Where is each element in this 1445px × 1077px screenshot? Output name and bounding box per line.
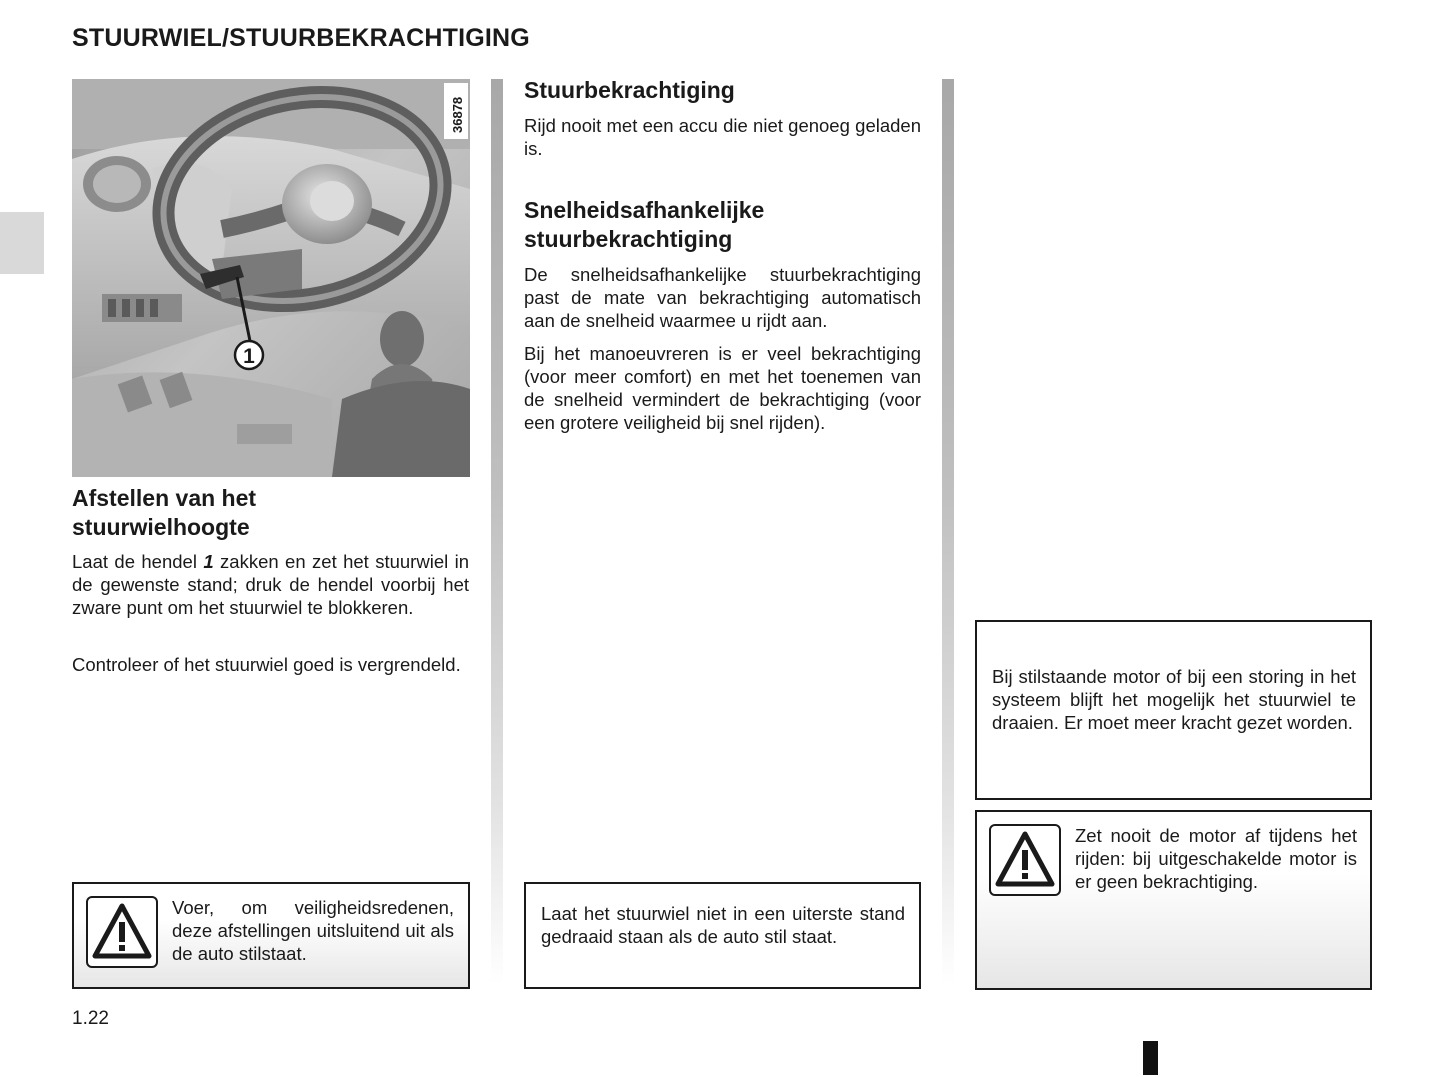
- note-box-engine-off: [975, 620, 1372, 800]
- warning-box-adjust: [72, 882, 470, 989]
- paragraph-text-end: zakken en zet het stuurwiel in de gewenste stand; druk de hendel voorbij het zware punt om het stuurwiel te blokkeren.: [72, 551, 470, 618]
- warning-text-adjust: Voer, om veiligheidsredenen, deze afstellingen uitsluitend uit als de auto stilstaat.: [172, 897, 454, 964]
- paragraph-battery: Rijd nooit met een accu die niet genoeg geladen is.: [524, 115, 921, 159]
- callout-label: 1: [243, 345, 255, 368]
- steering-column-photo: [72, 79, 470, 477]
- warning-triangle-icon: [989, 824, 1061, 896]
- paragraph-maneuvering: Bij het manoeuvreren is er veel bekrachtiging (voor meer comfort) en met het toenemen van de snelheid vermindert de bekrachtiging (voor een grotere veiligheid bij snel rijden).: [524, 343, 921, 433]
- note-text-engine-off: Bij stilstaande motor of bij een storing in het systeem blijft het mogelijk het stuurwiel te draaien. Er moet meer kracht gezet worden.: [992, 666, 1356, 733]
- warning-text-engine: Zet nooit de motor af tijdens het rijden: bij uitgeschakelde motor is er geen bekrachtiging.: [1075, 825, 1357, 892]
- chapter-tab: [0, 212, 44, 274]
- note-box-extreme-position: [524, 882, 921, 989]
- lever-reference: 1: [203, 551, 214, 572]
- warning-box-engine: [975, 810, 1372, 990]
- paragraph-speed-dependent: De snelheidsafhankelijke stuurbekrachtiging past de mate van bekrachtiging automatisch aan de snelheid waarmee u rijdt aan.: [524, 264, 921, 331]
- page-number: 1.22: [72, 1008, 109, 1029]
- section-heading-height-adjust: Afstellen van het stuurwielhoogte: [72, 485, 257, 540]
- paragraph-check-lock: Controleer of het stuurwiel goed is vergrendeld.: [72, 654, 461, 675]
- section-heading-power-steering: Stuurbekrachtiging: [524, 77, 735, 103]
- page-marker: [1143, 1041, 1158, 1075]
- paragraph-height-adjust: [72, 550, 469, 619]
- column-separator-right: [942, 79, 954, 984]
- photo-reference: 36878: [450, 96, 465, 133]
- page-title: STUURWIEL/STUURBEKRACHTIGING: [72, 24, 530, 52]
- section-heading-speed-dependent: Snelheidsafhankelijke stuurbekrachtiging: [524, 197, 765, 252]
- column-separator-left: [491, 79, 503, 984]
- note-text-extreme-position: Laat het stuurwiel niet in een uiterste stand gedraaid staan als de auto stil staat.: [541, 903, 905, 947]
- paragraph-text-start: Laat de hendel: [72, 551, 204, 572]
- warning-triangle-icon: [86, 896, 158, 968]
